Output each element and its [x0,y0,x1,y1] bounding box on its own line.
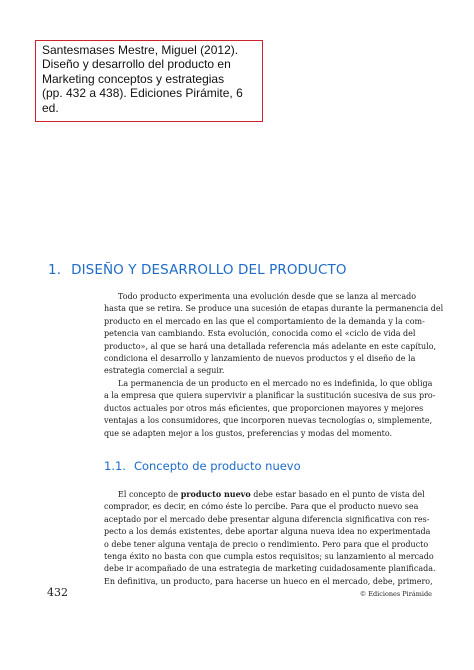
citation-line: Santesmases Mestre, Miguel (2012). [42,43,239,57]
paragraph-permanencia [104,378,434,440]
paragraph-line: comprador, es decir, en cómo éste lo percibe. Para que el producto nuevo sea [104,502,419,512]
paragraph-line: hasta que se retira. Se produce una sucesión de etapas durante la permanencia del [104,304,444,314]
first-line-prefix: El concepto de [118,490,181,499]
paragraph-line: pecto a los demás existentes, debe aportar alguna nueva idea no experimentada [104,527,431,537]
paragraph-line: Todo producto experimenta una evolución desde que se lanza al mercado [118,292,417,301]
citation-line: Marketing conceptos y estrategias [42,71,225,86]
section-number: 1. [48,262,62,278]
paragraph-first-line [104,488,434,501]
paragraph-line: ductos actuales por otros más eficientes, que proporcionen mayores y mejores [104,403,424,413]
paragraph-ciclo-de-vida [104,291,444,378]
keyword-producto-nuevo: producto nuevo [180,489,251,499]
subsection-heading [104,459,301,473]
subsection-title: Concepto de producto nuevo [133,459,301,473]
paragraph-line: a la empresa que quiera supervivir a planificar la sustitución sucesiva de sus pro- [104,391,436,401]
section-title: DISEÑO Y DESARROLLO DEL PRODUCTO [71,262,347,278]
paragraph-line: debe ir acompañado de una estrategia de marketing cuidadosamente planificada. [104,564,436,574]
paragraph-line: aceptado por el mercado debe presentar alguna diferencia significativa con res- [104,514,430,524]
paragraph-line: producto», al que se hará una detallada referencia más adelante en este capítulo, [104,341,437,351]
section-heading [48,262,347,278]
paragraph-line: o debe tener alguna ventaja de precio o rendimiento. Pero para que el producto [104,539,429,549]
paragraph-line: tenga éxito no basta con que cumpla estos requisitos; su lanzamiento al mercado [104,552,434,562]
paragraph-line: La permanencia de un producto en el mercado no es indefinida, lo que obliga [118,379,433,388]
citation-line: (pp. 432 a 438). Ediciones Pirámite, 6 [42,86,243,101]
paragraph-line: En definitiva, un producto, para hacerse un hueco en el mercado, debe, primero, [104,576,433,586]
paragraph-line: que se adapten mejor a los gustos, preferencias y modas del momento. [104,428,393,438]
page-number: 432 [47,586,68,599]
paragraph-line: condiciona el desarrollo y lanzamiento de nuevos productos y el diseño de la [104,354,416,364]
citation-line: ed. [42,100,59,115]
paragraph-line: ventajas a los consumidores, que incorporen nuevas tecnologías o, simplemente, [104,416,433,426]
citation-box [35,40,263,122]
paragraph-line: petencia van cambiando. Esta evolución, conocida como el «ciclo de vida del [104,329,416,339]
paragraph-producto-nuevo [104,488,434,588]
paragraph-line: producto en el mercado en las que el comportamiento de la demanda y la com- [104,316,425,326]
paragraph-line: estrategia comercial a seguir. [104,366,225,376]
publisher-credit: © Ediciones Pirámide [359,590,432,598]
subsection-number: 1.1. [104,459,126,473]
first-line-suffix: debe estar basado en el punto de vista del [250,490,425,499]
citation-line: Diseño y desarrollo del producto en [42,57,231,72]
